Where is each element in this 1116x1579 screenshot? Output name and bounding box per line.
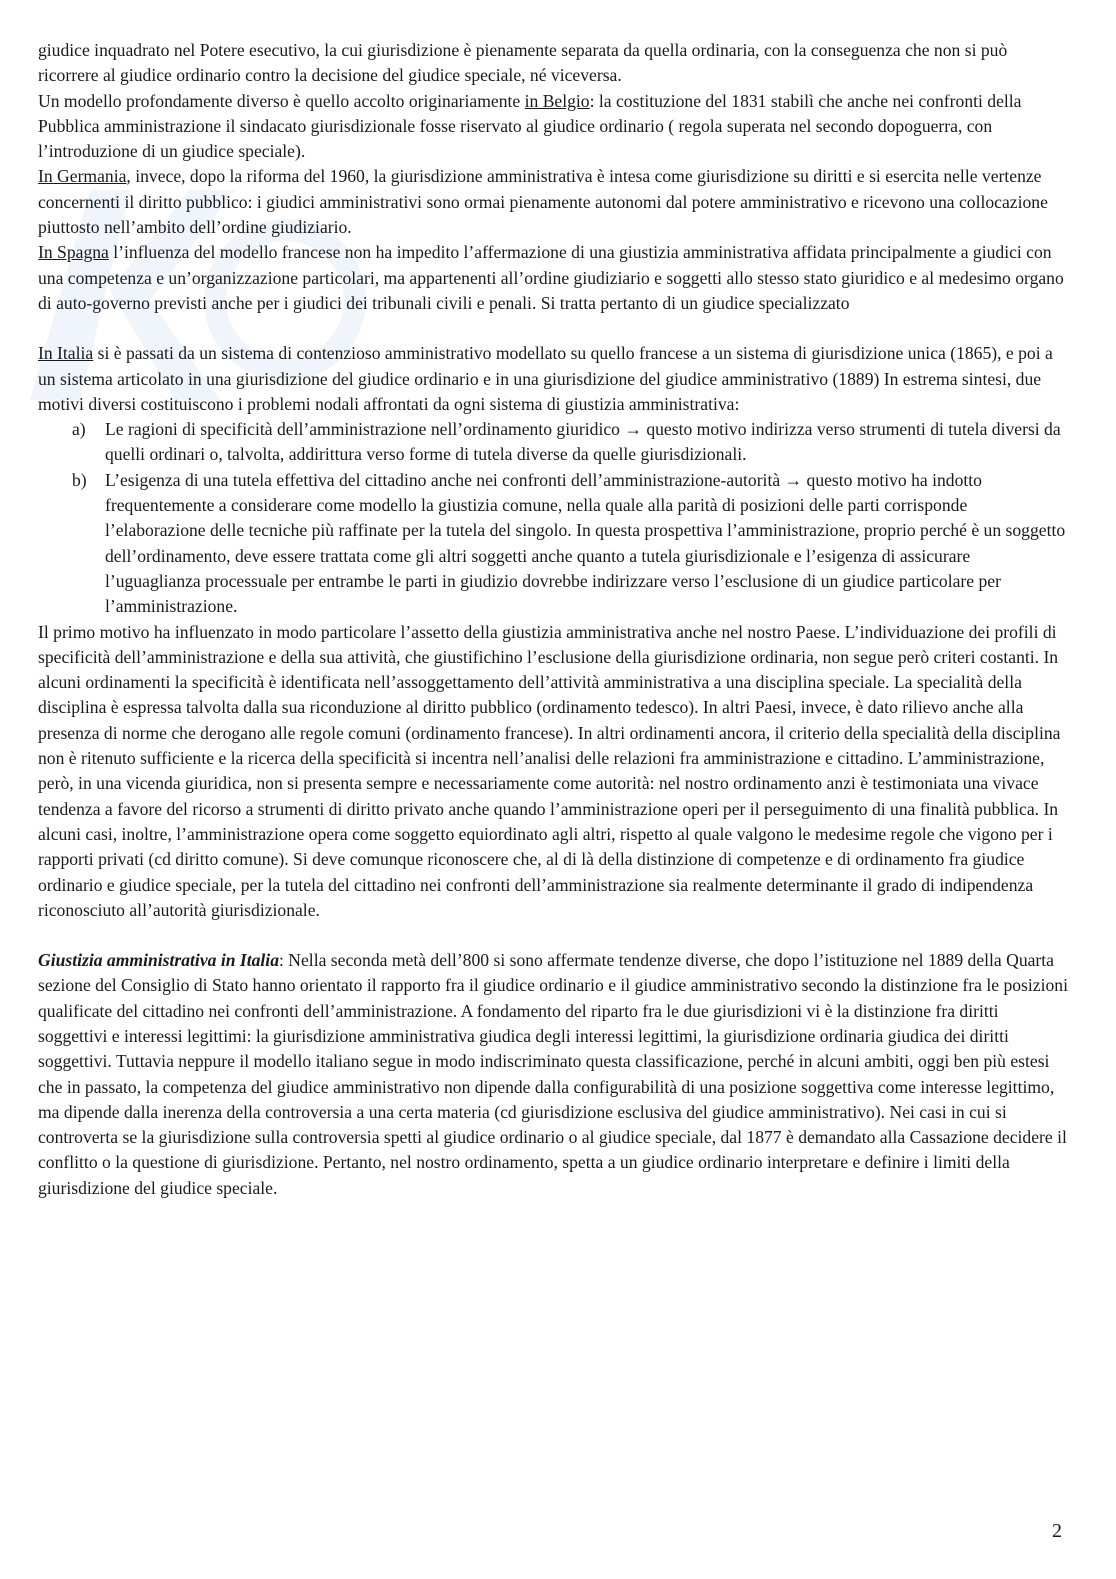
paragraph-spain-text: l’influenza del modello francese non ha impedito l’affermazione di una giustizia amministrativa affidata principalmente a giudici con una competenza e un’organizzazione particolari, ma appartenenti all’ordine giudiziario e soggetti allo stesso stato giuridico e al medesimo organo di auto-governo previsti anche per i giudici dei tribunali civili e penali. Si tratta pertanto di un giudice specializzato xyxy=(38,242,1064,313)
paragraph-italy-text: si è passati da un sistema di contenzioso amministrativo modellato su quello francese a un sistema di giurisdizione unica (1865), e poi a un sistema articolato in una giurisdizione del giudice ordinario e in una giurisdizione del giudice amministrativo (1889) In estrema sintesi, due motivi diversi costituiscono i problemi nodali affrontati da ogni sistema di giustizia amministrativa: xyxy=(38,343,1053,414)
country-belgium: in Belgio xyxy=(524,90,590,111)
paragraph-italy xyxy=(38,341,1068,417)
list-item-text: Le ragioni di specificità dell’amministrazione nell’ordinamento giuridico → questo motivo indirizza verso strumenti di tutela diversi da quelli ordinari o, talvolta, addirittura verso forme di tutela diverse da quelle giurisdizionali. xyxy=(105,419,1061,465)
paragraph-germany xyxy=(38,164,1068,240)
paragraph-spacer xyxy=(38,316,1068,341)
page-number: 2 xyxy=(1052,1520,1062,1542)
paragraph-spain xyxy=(38,240,1068,316)
paragraph-belgium-pre: Un modello profondamente diverso è quello accolto originariamente xyxy=(38,90,525,111)
paragraph-specificity: Il primo motivo ha influenzato in modo particolare l’assetto della giustizia amministrativa anche nel nostro Paese. L’individuazione dei profili di specificità dell’amministrazione e della sua attività, che giustifichino l’esclusione della giurisdizione ordinaria, non segue però criteri costanti. In alcuni ordinamenti la specificità è identificata nell’assoggettamento dell’attività amministrativa a una disciplina speciale. La specialità della disciplina è espressa talvolta dalla sua riconduzione al diritto pubblico (ordinamento tedesco). In altri Paesi, invece, è dato rilievo anche alla presenza di norme che derogano alle regole comuni (ordinamento francese). In altri ordinamenti ancora, il criterio della specialità della disciplina non è ritenuto sufficiente e la ricerca della specificità si incentra nell’analisi delle relazioni fra amministrazione e cittadino. L’amministrazione, però, in una vicenda giuridica, non si presenta sempre e necessariamente come autorità: nel nostro ordinamento anzi è testimoniata una vivace tendenza a favore del ricorso a strumenti di diritto privato anche quando l’amministrazione operi per il perseguimento di una finalità pubblica. In alcuni casi, inoltre, l’amministrazione opera come soggetto equiordinato agli altri, rispetto al quale valgono le medesime regole che vigono per i rapporti privati (cd diritto comune). Si deve comunque riconoscere che, al di là della distinzione di competenze e di ordinamento fra giudice ordinario e giudice speciale, per la tutela del cittadino nei confronti dell’amministrazione sia realmente determinante il grado di indipendenza riconosciuto all’autorità giurisdizionale. xyxy=(38,621,1061,920)
country-spain: In Spagna xyxy=(38,242,109,263)
list-marker: b) xyxy=(72,469,87,490)
country-germany: In Germania xyxy=(38,166,127,187)
document-body xyxy=(38,38,1068,1201)
paragraph-italian-justice-text: : Nella seconda metà dell’800 si sono affermate tendenze diverse, che dopo l’istituzione nel 1889 della Quarta sezione del Consiglio di Stato hanno orientato il rapporto fra il giudice ordinario e il giudice amministrativo secondo la distinzione fra le posizioni qualificate del cittadino nei confronti dell’amministrazione. A fondamento del riparto fra le due giurisdizioni vi è la distinzione fra diritti soggettivi e interessi legittimi: la giurisdizione amministrativa giudica degli interessi legittimi, la giurisdizione ordinaria giudica dei diritti soggettivi. Tuttavia neppure il modello italiano segue in modo indiscriminato questa classificazione, perché in alcuni ambiti, oggi ben più estesi che in passato, la competenza del giudice amministrativo non dipende dalla configurabilità di una posizione soggettiva come interesse legittimo, ma dipende dalla inerenza della controversia a una certa materia (cd giurisdizione esclusiva del giudice amministrativo). Nei casi in cui si controverta se la giurisdizione sulla controversia spetti al giudice ordinario o al giudice speciale, dal 1877 è demandato alla Cassazione decidere il conflitto o la questione di giurisdizione. Pertanto, nel nostro ordinamento, spetta a un giudice ordinario interpretare e definire i limiti della giurisdizione del giudice speciale. xyxy=(38,950,1068,1198)
list-marker: a) xyxy=(72,419,86,440)
paragraph-italian-justice xyxy=(38,948,1068,1201)
paragraph-french-model: giudice inquadrato nel Potere esecutivo, la cui giurisdizione è pienamente separata da quella ordinaria, con la conseguenza che non si può ricorrere al giudice ordinario contro la decisione del giudice speciale, né viceversa. xyxy=(38,40,1008,86)
paragraph-belgium xyxy=(38,89,1068,165)
list-item-text: L’esigenza di una tutela effettiva del cittadino anche nei confronti dell’amministrazione-autorità → questo motivo ha indotto frequentemente a considerare come modello la giustizia comune, nella quale alla parità di posizioni delle parti corrisponde l’elaborazione delle tecniche più raffinate per la tutela del singolo. In questa prospettiva l’amministrazione, proprio perché è un soggetto dell’ordinamento, deve essere trattata come gli altri soggetti anche quanto a tutela giurisdizionale e l’esigenza di assicurare l’uguaglianza processuale per entrambe le parti in giudizio dovrebbe indirizzare verso l’esclusione di un giudice particolare per l’amministrazione. xyxy=(105,469,1066,617)
paragraph-germany-text: , invece, dopo la riforma del 1960, la giurisdizione amministrativa è intesa come giurisdizione su diritti e si esercita nelle vertenze concernenti il diritto pubblico: i giudici amministrativi sono ormai pienamente autonomi dal potere amministrativo e ricevono una collocazione piuttosto nell’ambito dell’ordine giudiziario. xyxy=(38,166,1048,238)
list-item xyxy=(38,468,1068,620)
section-heading: Giustizia amministrativa in Italia xyxy=(38,950,279,971)
country-italy: In Italia xyxy=(38,343,94,364)
paragraph-spacer xyxy=(38,923,1068,948)
list-item xyxy=(38,417,1068,468)
paragraph-belgium-text: : la costituzione del 1831 stabilì che anche nei confronti della Pubblica amministrazione il sindacato giurisdizionale fosse riservato al giudice ordinario ( regola superata nel secondo dopoguerra, con l’introduzione di un giudice speciale). xyxy=(38,90,1022,162)
motives-list xyxy=(38,417,1068,619)
